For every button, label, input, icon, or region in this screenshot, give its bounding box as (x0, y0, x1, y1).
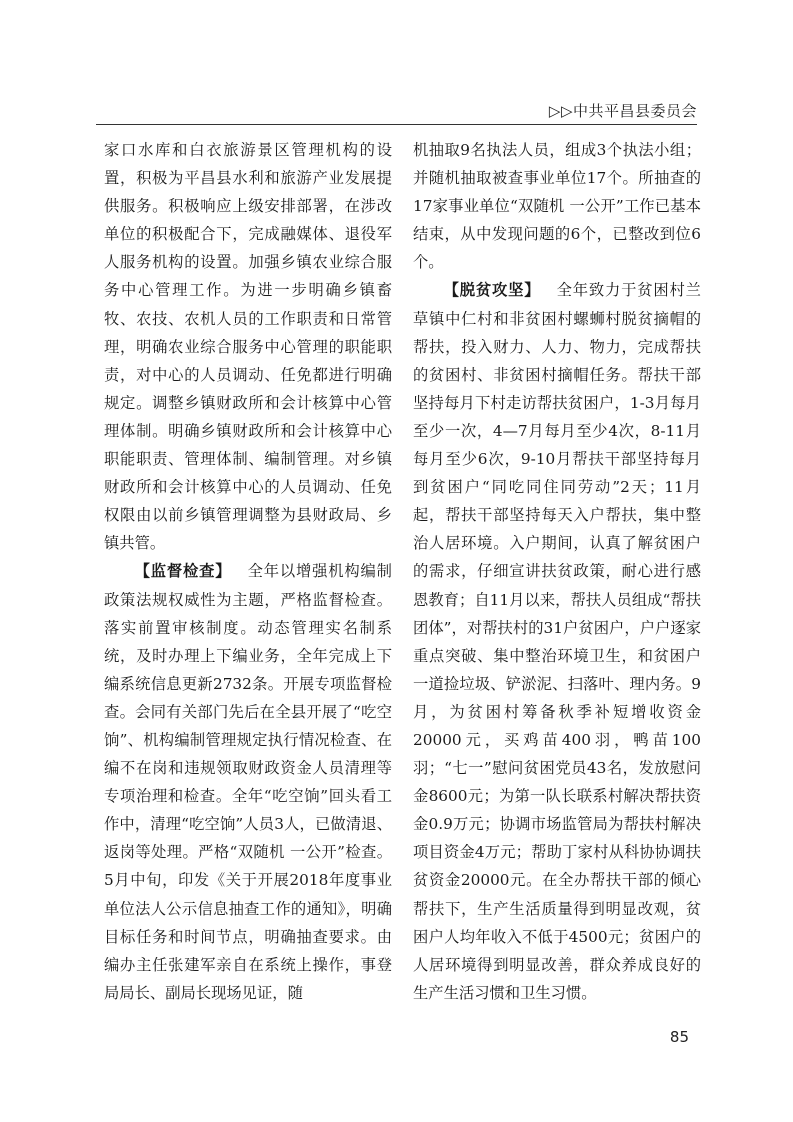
poverty-text: 全年致力于贫困村兰草镇中仁村和非贫困村螺蛳村脱贫摘帽的帮扶，投入财力、人力、物力，完成帮扶的贫困村、非贫困村摘帽任务。帮扶干部坚持每月下村走访帮扶贫困户，1-3月每月至少一次，4—7月每月至少4次，8-11月每月至少6次，9-10月帮扶干部坚持每月到贫困户“同吃同住同劳动”2天；11月起，帮扶干部坚持每天入户帮扶，集中整治人居环境。入户期间，认真了解贫困户的需求，仔细宣讲扶贫政策，耐心进行感恩教育；自11月以来，帮扶人员组成“帮扶团体”，对帮扶村的31户贫困户，户户逐家重点突破、集中整治环境卫生，和贫困户一道捡垃圾、铲淤泥、扫落叶、理内务。9月，为贫困村筹备秋季补短增收资金20000元，买鸡苗400羽，鸭苗100羽；“七一”慰问贫困党员43名，发放慰问金8600元；为第一队长联系村解决帮扶资金0.9万元；协调市场监管局为帮扶村解决项目资金4万元；帮助丁家村从科协协调扶贫资金20000元。在全办帮扶干部的倾心帮扶下，生产生活质量得到明显改观，贫困户人均年收入不低于4500元；贫困户的人居环境得到明显改善，群众养成良好的生产生活习惯和卫生习惯。 (413, 281, 701, 1002)
page-number: 85 (669, 1028, 689, 1046)
supervision-text: 全年以增强机构编制政策法规权威性为主题，严格监督检查。落实前置审核制度。动态管理实名制系统，及时办理上下编业务，全年完成上下编系统信息更新2732条。开展专项监督检查。会同有关部门先后在全县开展了“吃空饷”、机构编制管理规定执行情况检查、在编不在岗和违规领取财政资金人员清理等专项治理和检查。全年“吃空饷”回头看工作中，清理“吃空饷”人员3人，已做清退、返岗等处理。严格“双随机 一公开”检查。5月中旬，印发《关于开展2018年度事业单位法人公示信息抽查工作的通知》，明确目标任务和时间节点，明确抽查要求。由编办主任张建军亲自在系统上操作，事登局局长、副局长现场见证，随 (104, 562, 392, 1002)
supervision-heading: 【监督检查】 (134, 562, 232, 581)
header-title: ▷▷中共平昌县委员会 (548, 102, 697, 120)
right-column (413, 136, 701, 1007)
poverty-heading: 【脱贫攻坚】 (443, 281, 541, 300)
header-divider (96, 124, 697, 125)
left-column (104, 136, 392, 1007)
continued-paragraph-left: 家口水库和白衣旅游景区管理机构的设置，积极为平昌县水利和旅游产业发展提供服务。积极响应上级安排部署，在涉改单位的积极配合下，完成融媒体、退役军人服务机构的设置。加强乡镇农业综合服务中心管理工作。为进一步明确乡镇畜牧、农技、农机人员的工作职责和日常管理，明确农业综合服务中心管理的职能职责，对中心的人员调动、任免都进行明确规定。调整乡镇财政所和会计核算中心管理体制。明确乡镇财政所和会计核算中心职能职责、管理体制、编制管理。对乡镇财政所和会计核算中心的人员调动、任免权限由以前乡镇管理调整为县财政局、乡镇共管。 (104, 141, 392, 553)
supervision-section (104, 557, 392, 1007)
continued-paragraph-right: 机抽取9名执法人员，组成3个执法小组；并随机抽取被查事业单位17个。所抽查的17家事业单位“双随机 一公开”工作已基本结束，从中发现问题的6个，已整改到位6个。 (413, 141, 701, 272)
poverty-section (413, 276, 701, 1006)
